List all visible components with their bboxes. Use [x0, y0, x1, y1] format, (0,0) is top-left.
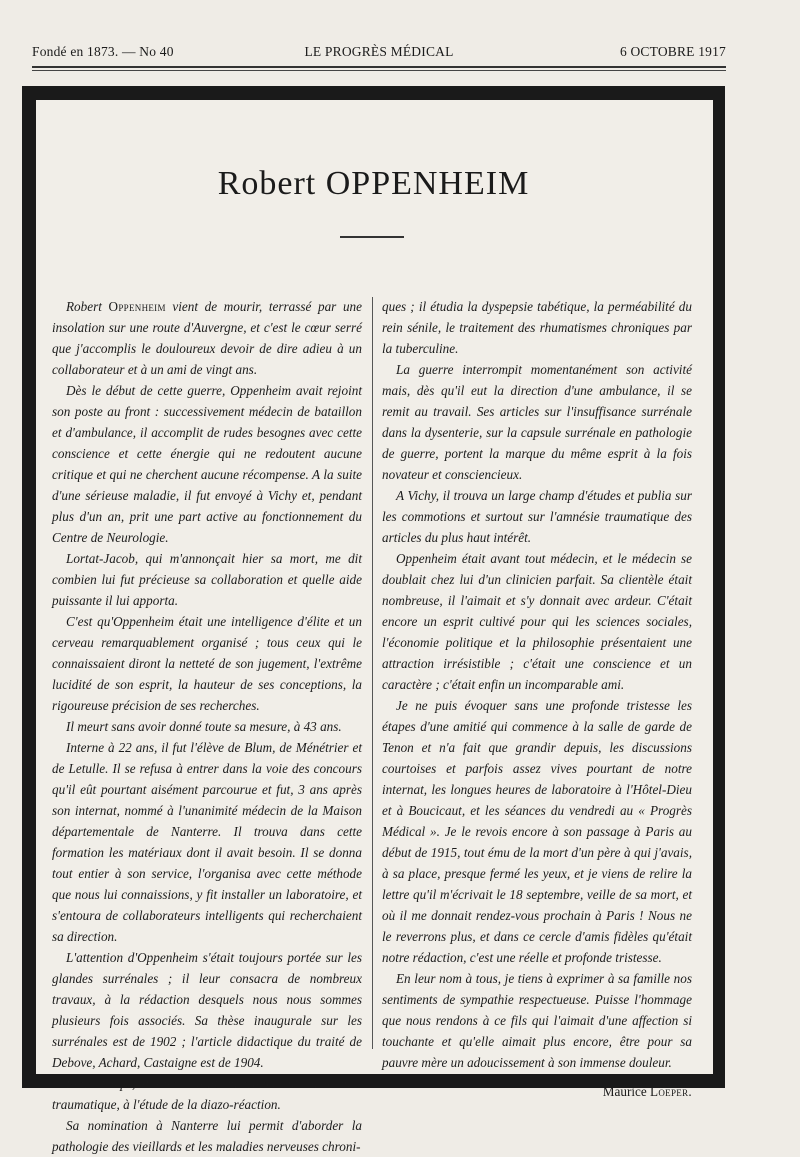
- founding-note: Fondé en 1873. — No 40: [32, 44, 174, 59]
- paragraph: Je ne puis évoquer sans une profonde tristesse les étapes d'une amitié qui commence à la salle de garde de Tenon et n'a fait que grandir depuis, les discussions courtoises et parfois assez vives pourtant de notre internat, les longues heures de laboratoire à l'Hôtel-Dieu et à Boucicaut, et les séances du vendredi au « Progrès Médical ». Je le revois encore à son passage à Paris au début de 1915, tout ému de la mort d'un père à qui j'avais, à sa place, presque fermé les yeux, et je viens de relire la lettre qu'il m'écrivait le 18 septembre, veille de sa mort, et où il me donnait rendez-vous prochain à Paris ! Nous ne le reverrons plus, et dans ce cercle d'amis fidèles qu'était notre rédaction, c'est une réelle et profonde tristesse.: [382, 698, 692, 965]
- paragraph: Sa nomination à Nanterre lui permit d'aborder la pathologie des vieillards et les maladies nerveuses chroni-: [52, 1118, 362, 1154]
- journal-name: LE PROGRÈS MÉDICAL: [304, 44, 454, 59]
- paragraph: Interne à 22 ans, il fut l'élève de Blum, de Ménétrier et de Letulle. Il se refusa à entrer dans la voie des concours qu'il eût pourtant aisément parcourue et fut, 3 ans après son internat, nommé à l'unanimité médecin de la Maison départementale de Nanterre. Il trouva dans cette formation les matériaux dont il avait besoin. Il se donna tout entier à son service, l'organisa avec cette méthode que nous lui connaissions, y fit installer un laboratoire, et s'entoura de collaborateurs intelligents qui recherchaient sa direction.: [52, 740, 362, 944]
- paragraph: La guerre interrompit momentanément son activité mais, dès qu'il eut la direction d'une ambulance, il se remit au travail. Ses articles sur l'insuffisance surrénale dans la dysenterie, sur la capsule surrénale en pathologie de guerre, portent la marque du même esprit à la fois novateur et consciencieux.: [382, 362, 692, 482]
- article-title: Robert OPPENHEIM: [217, 165, 530, 202]
- paragraph: L'attention d'Oppenheim s'était toujours portée sur les glandes surrénales ; il leur consacra de nombreux travaux, à la rédaction desquels nous nous sommes plusieurs fois associés. Sa thèse inaugurale sur les surrénales est de 1902 ; l'article didactique du traité de Debove, Achard, Castaigne est de 1904.: [52, 950, 362, 1070]
- issue-date: 6 OCTOBRE 1917: [619, 44, 726, 59]
- paragraph: ques ; il étudia la dyspepsie tabétique, la perméabilité du rein sénile, le traitement des rhumatismes chroniques par la tuberculine.: [382, 299, 692, 356]
- signature: Maurice Loeper.: [602, 1084, 692, 1099]
- header-rule-thin: [32, 70, 726, 71]
- article-column-right: [382, 296, 692, 1102]
- paragraph: Dès le début de cette guerre, Oppenheim avait rejoint son poste au front : successivement médecin de bataillon et d'ambulance, il accomplit de rudes besognes avec cette conscience et cette énergie qui ne redoutent aucune critique et qui ne cherchent aucune récompense. A la suite d'une sérieuse maladie, il fut envoyé à Vichy et, pendant plus d'un an, prit une part active au fonctionnement du Centre de Neurologie.: [52, 383, 362, 545]
- column-divider: [372, 297, 373, 1049]
- paragraph: En leur nom à tous, je tiens à exprimer à sa famille nos sentiments de sympathie respectueuse. Puisse l'hommage que nous rendons à ce fils qui l'aimait d'une affection si touchante et qu'elle aimait plus encore, être pour sa pauvre mère un adoucissement à son immense douleur.: [382, 971, 692, 1070]
- page-header: [32, 44, 726, 64]
- title-separator: [340, 236, 404, 238]
- article-column-left: [52, 296, 362, 1157]
- paragraph: A Vichy, il trouva un large champ d'études et publia sur les commotions et surtout sur l'amnésie traumatique des articles du plus haut intérêt.: [382, 488, 692, 545]
- paragraph: Robert Oppenheim vient de mourir, terrassé par une insolation sur une route d'Auvergne, et c'est le cœur serré que j'accomplis le douloureux devoir de dire adieu à un collaborateur et à un ami de vingt ans.: [52, 299, 362, 377]
- paragraph: Il meurt sans avoir donné toute sa mesure, à 43 ans.: [66, 719, 342, 734]
- author-name: Oppenheim: [108, 299, 166, 314]
- header-rule: [32, 66, 726, 68]
- paragraph: Oppenheim était avant tout médecin, et le médecin se doublait chez lui d'un clinicien parfait. Sa clientèle était nombreuse, il l'aimait et s'y donnait avec ardeur. C'était encore un esprit cultivé pour qui les sciences sociales, l'économie politique et la philosophie présentaient une attraction irrésistible ; c'était une conscience et un caractère ; c'était enfin un incomparable ami.: [382, 551, 692, 692]
- paragraph: Lortat-Jacob, qui m'annonçait hier sa mort, me dit combien lui fut précieuse sa collaboration et quelle aide puissante il lui apporta.: [52, 551, 362, 608]
- paragraph: Entre temps, il s'intéressait au traitement du tétanos traumatique, à l'étude de la diazo-réaction.: [52, 1076, 362, 1112]
- paragraph: C'est qu'Oppenheim était une intelligence d'élite et un cerveau remarquablement organisé ; tous ceux qui le connaissaient diront la netteté de son jugement, l'extrême lucidité de son esprit, la hauteur de ses conceptions, la rigoureuse précision de ses recherches.: [52, 614, 362, 713]
